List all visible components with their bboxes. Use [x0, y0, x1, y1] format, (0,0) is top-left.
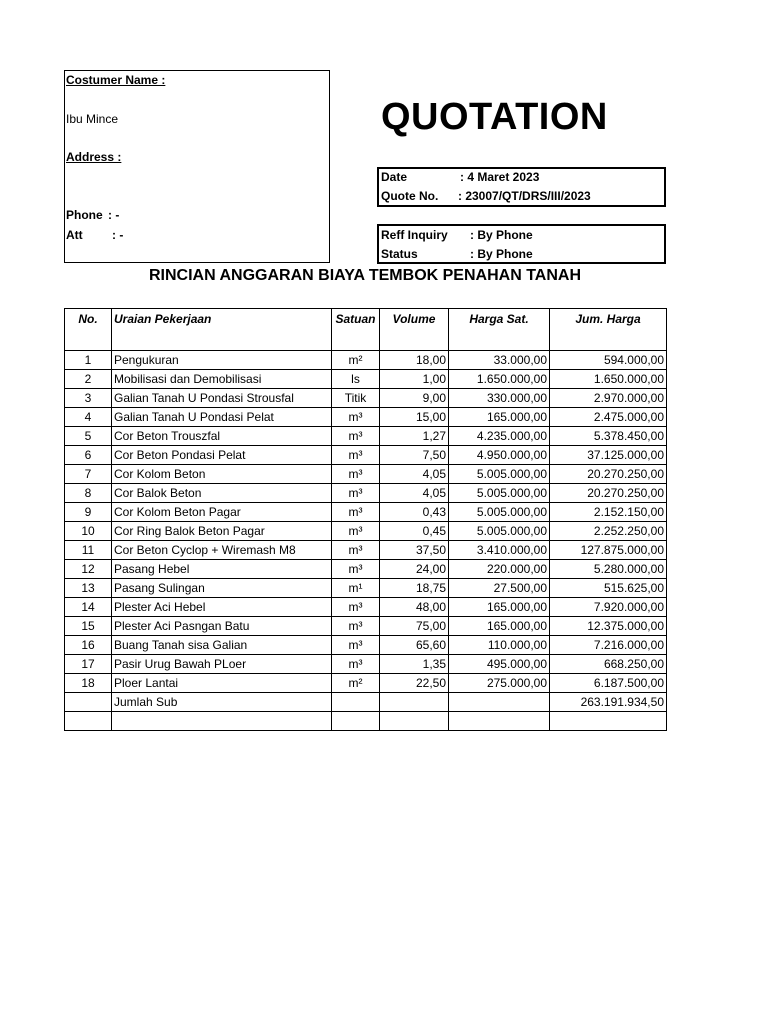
subtotal-label: Jumlah Sub [112, 693, 332, 712]
table-cell [65, 693, 112, 712]
cell-unit: m³ [332, 503, 380, 522]
cell-total-price: 594.000,00 [550, 351, 667, 370]
table-cell [65, 712, 112, 731]
cell-volume: 1,00 [380, 370, 449, 389]
cell-total-price: 6.187.500,00 [550, 674, 667, 693]
table-row [65, 617, 667, 636]
quote-no-label: Quote No. [381, 189, 439, 203]
cell-description: Mobilisasi dan Demobilisasi [112, 370, 332, 389]
cell-unit: m³ [332, 655, 380, 674]
cell-unit: m¹ [332, 579, 380, 598]
cell-unit-price: 5.005.000,00 [449, 484, 550, 503]
cell-volume: 1,27 [380, 427, 449, 446]
subtotal-value: 263.191.934,50 [550, 693, 667, 712]
cell-total-price: 5.280.000,00 [550, 560, 667, 579]
cell-total-price: 668.250,00 [550, 655, 667, 674]
date-label: Date [381, 170, 408, 184]
table-row [65, 674, 667, 693]
table-row [65, 636, 667, 655]
customer-name-label: Costumer Name : [66, 73, 166, 87]
customer-box [64, 70, 330, 263]
cell-description: Cor Balok Beton [112, 484, 332, 503]
cell-description: Pengukuran [112, 351, 332, 370]
cell-volume: 1,35 [380, 655, 449, 674]
table-row [65, 484, 667, 503]
table-header-row [65, 309, 667, 351]
cell-volume: 15,00 [380, 408, 449, 427]
header-volume: Volume [380, 309, 449, 351]
cell-unit-price: 330.000,00 [449, 389, 550, 408]
table-row [65, 446, 667, 465]
cell-total-price: 20.270.250,00 [550, 465, 667, 484]
cell-unit-price: 220.000,00 [449, 560, 550, 579]
cell-no: 6 [65, 446, 112, 465]
cell-volume: 18,00 [380, 351, 449, 370]
cell-no: 12 [65, 560, 112, 579]
cell-no: 13 [65, 579, 112, 598]
cell-total-price: 20.270.250,00 [550, 484, 667, 503]
cell-unit-price: 27.500,00 [449, 579, 550, 598]
cell-unit-price: 5.005.000,00 [449, 465, 550, 484]
cell-total-price: 5.378.450,00 [550, 427, 667, 446]
status-label: Status [381, 247, 418, 261]
table-row [65, 370, 667, 389]
cell-unit: m² [332, 351, 380, 370]
cell-description: Cor Kolom Beton [112, 465, 332, 484]
cell-total-price: 37.125.000,00 [550, 446, 667, 465]
table-cell [449, 712, 550, 731]
table-row [65, 389, 667, 408]
cell-description: Galian Tanah U Pondasi Pelat [112, 408, 332, 427]
cell-no: 10 [65, 522, 112, 541]
cell-no: 17 [65, 655, 112, 674]
cell-volume: 37,50 [380, 541, 449, 560]
cell-no: 3 [65, 389, 112, 408]
table-cell [380, 693, 449, 712]
cell-description: Pasir Urug Bawah PLoer [112, 655, 332, 674]
table-row [65, 408, 667, 427]
cell-unit: m² [332, 674, 380, 693]
cell-no: 1 [65, 351, 112, 370]
cell-volume: 4,05 [380, 484, 449, 503]
header-no: No. [65, 309, 112, 351]
table-row [65, 579, 667, 598]
cell-unit-price: 165.000,00 [449, 408, 550, 427]
table-cell [550, 712, 667, 731]
cell-description: Ploer Lantai [112, 674, 332, 693]
cell-volume: 65,60 [380, 636, 449, 655]
cell-unit-price: 495.000,00 [449, 655, 550, 674]
table-row [65, 465, 667, 484]
quote-no-value: : 23007/QT/DRS/III/2023 [458, 189, 591, 203]
cell-description: Plester Aci Pasngan Batu [112, 617, 332, 636]
cell-description: Cor Beton Pondasi Pelat [112, 446, 332, 465]
cell-total-price: 127.875.000,00 [550, 541, 667, 560]
phone-value: : - [108, 208, 120, 222]
table-cell [380, 712, 449, 731]
cell-description: Buang Tanah sisa Galian [112, 636, 332, 655]
document-title: QUOTATION [381, 96, 608, 138]
table-cell [332, 693, 380, 712]
cell-total-price: 515.625,00 [550, 579, 667, 598]
cell-unit: m³ [332, 617, 380, 636]
table-row [65, 560, 667, 579]
cell-no: 18 [65, 674, 112, 693]
cell-unit: m³ [332, 446, 380, 465]
cell-unit: m³ [332, 636, 380, 655]
table-cell [112, 712, 332, 731]
cell-volume: 0,43 [380, 503, 449, 522]
status-value: : By Phone [470, 247, 533, 261]
cell-unit-price: 3.410.000,00 [449, 541, 550, 560]
cell-no: 7 [65, 465, 112, 484]
header-total-price: Jum. Harga [550, 309, 667, 351]
subtotal-row [65, 693, 667, 712]
cell-description: Cor Beton Trouszfal [112, 427, 332, 446]
cell-volume: 0,45 [380, 522, 449, 541]
table-row [65, 522, 667, 541]
cell-total-price: 2.252.250,00 [550, 522, 667, 541]
table-row [65, 427, 667, 446]
cell-volume: 4,05 [380, 465, 449, 484]
cell-volume: 75,00 [380, 617, 449, 636]
cell-description: Cor Ring Balok Beton Pagar [112, 522, 332, 541]
address-label: Address : [66, 150, 122, 164]
header-unit: Satuan [332, 309, 380, 351]
cell-unit-price: 5.005.000,00 [449, 522, 550, 541]
table-row [65, 655, 667, 674]
cell-unit-price: 4.235.000,00 [449, 427, 550, 446]
reff-label: Reff Inquiry [381, 228, 448, 242]
cell-unit: Titik [332, 389, 380, 408]
cell-no: 8 [65, 484, 112, 503]
cell-volume: 18,75 [380, 579, 449, 598]
cell-unit-price: 4.950.000,00 [449, 446, 550, 465]
empty-row [65, 712, 667, 731]
cell-unit: m³ [332, 408, 380, 427]
table-row [65, 541, 667, 560]
cell-description: Pasang Hebel [112, 560, 332, 579]
section-title: RINCIAN ANGGARAN BIAYA TEMBOK PENAHAN TANAH [148, 267, 581, 284]
cell-unit-price: 165.000,00 [449, 598, 550, 617]
cell-total-price: 2.152.150,00 [550, 503, 667, 522]
cell-volume: 9,00 [380, 389, 449, 408]
customer-name: Ibu Mince [66, 112, 119, 126]
cell-unit: m³ [332, 598, 380, 617]
att-value: : - [112, 228, 124, 242]
cell-unit-price: 165.000,00 [449, 617, 550, 636]
table-cell [332, 712, 380, 731]
cell-unit-price: 1.650.000,00 [449, 370, 550, 389]
cell-unit: m³ [332, 427, 380, 446]
cell-unit-price: 5.005.000,00 [449, 503, 550, 522]
att-label: Att [66, 228, 83, 242]
table-row [65, 598, 667, 617]
cell-unit-price: 110.000,00 [449, 636, 550, 655]
date-value: : 4 Maret 2023 [460, 170, 540, 184]
cell-volume: 22,50 [380, 674, 449, 693]
cell-no: 9 [65, 503, 112, 522]
cell-no: 2 [65, 370, 112, 389]
cell-description: Cor Beton Cyclop + Wiremash M8 [112, 541, 332, 560]
cell-volume: 24,00 [380, 560, 449, 579]
cell-total-price: 2.970.000,00 [550, 389, 667, 408]
cell-unit: m³ [332, 560, 380, 579]
reff-value: : By Phone [470, 228, 533, 242]
cell-unit: m³ [332, 522, 380, 541]
table-row [65, 503, 667, 522]
cell-no: 11 [65, 541, 112, 560]
cell-description: Plester Aci Hebel [112, 598, 332, 617]
phone-label: Phone [66, 208, 103, 222]
cell-unit-price: 33.000,00 [449, 351, 550, 370]
cell-total-price: 7.920.000,00 [550, 598, 667, 617]
table-row [65, 351, 667, 370]
cell-description: Galian Tanah U Pondasi Strousfal [112, 389, 332, 408]
cell-total-price: 1.650.000,00 [550, 370, 667, 389]
cell-description: Pasang Sulingan [112, 579, 332, 598]
cell-unit: m³ [332, 541, 380, 560]
cell-description: Cor Kolom Beton Pagar [112, 503, 332, 522]
header-unit-price: Harga Sat. [449, 309, 550, 351]
cell-unit: m³ [332, 484, 380, 503]
budget-table [64, 308, 667, 731]
cell-volume: 48,00 [380, 598, 449, 617]
cell-total-price: 7.216.000,00 [550, 636, 667, 655]
cell-total-price: 12.375.000,00 [550, 617, 667, 636]
header-description: Uraian Pekerjaan [112, 309, 332, 351]
table-cell [449, 693, 550, 712]
cell-unit-price: 275.000,00 [449, 674, 550, 693]
cell-no: 5 [65, 427, 112, 446]
cell-unit: m³ [332, 465, 380, 484]
cell-volume: 7,50 [380, 446, 449, 465]
cell-no: 4 [65, 408, 112, 427]
cell-unit: ls [332, 370, 380, 389]
cell-no: 16 [65, 636, 112, 655]
cell-total-price: 2.475.000,00 [550, 408, 667, 427]
cell-no: 15 [65, 617, 112, 636]
cell-no: 14 [65, 598, 112, 617]
